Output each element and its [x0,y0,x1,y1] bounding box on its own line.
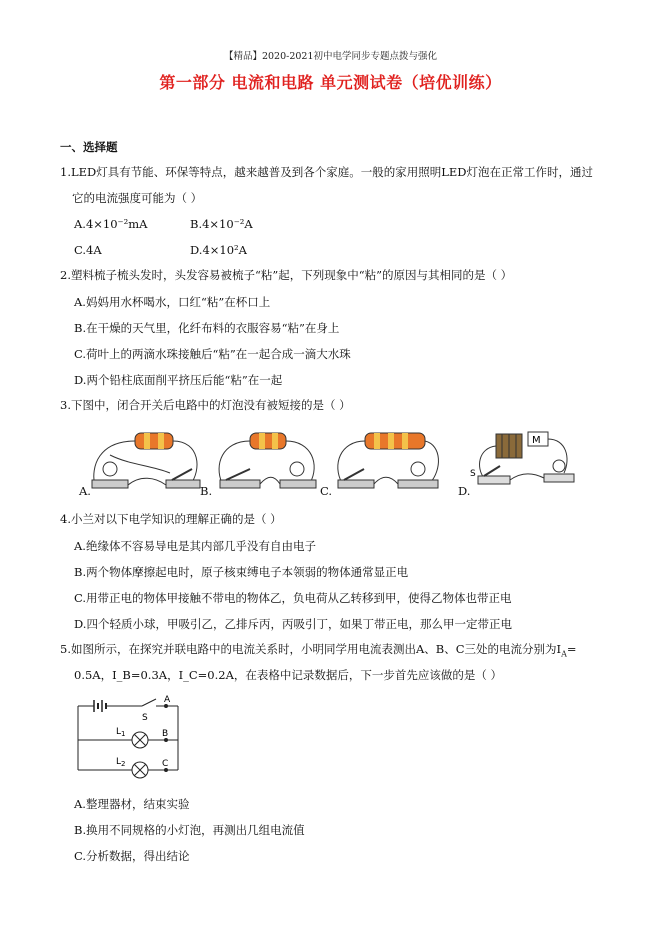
q2-option-b: B.在干燥的天气里，化纤布料的衣服容易“粘”在身上 [74,321,340,335]
q1-option-a: A.4×10⁻²mA [74,217,148,231]
l2-label: $L_2$ [116,757,126,768]
switch-icon [344,469,364,480]
section-heading: 一、选择题 [60,140,118,154]
battery-icon [250,433,286,449]
l1-label: $L_1$ [116,727,126,738]
q5-stem-line1 [60,642,577,661]
point-a-label: A [164,695,171,705]
q1-option-b: B.4×10⁻²A [190,217,253,231]
q3-option-c: C. [320,484,333,498]
q3-circuit-b [212,425,324,500]
q3-option-d: D. [458,484,471,498]
q2-option-c: C.荷叶上的两滴水珠接触后“粘”在一起合成一滴大水珠 [74,347,351,361]
bulb-icon [290,462,304,476]
page-header: 【精品】2020-2021初中电学同步专题点拨与强化 [223,51,438,62]
q1-stem-line1: 1.LED灯具有节能、环保等特点，越来越普及到各个家庭。一般的家用照明LED灯泡在正常工作时，通过 [60,165,593,179]
switch-icon [226,469,250,480]
q2-stem: 2.塑料梳子梳头发时，头发容易被梳子“粘”起，下列现象中“粘”的原因与其相同的是（ ） [60,268,513,282]
q4-stem: 4.小兰对以下电学知识的理解正确的是（ ） [60,512,282,526]
q5-stem-line1-end: = [566,642,577,656]
q4-option-c: C.用带正电的物体甲接触不带电的物体乙，负电荷从乙转移到甲，使得乙物体也带正电 [74,591,512,605]
q1-option-d: D.4×10²A [190,243,247,257]
q4-option-b: B.两个物体摩擦起电时，原子核束缚电子本领弱的物体通常显正电 [74,565,409,579]
bulb-icon [553,460,565,472]
bulb-icon [103,462,117,476]
q5-option-b: B.换用不同规格的小灯泡，再测出几组电流值 [74,823,305,837]
switch-icon [172,469,192,480]
motor-label: M [532,435,541,446]
q5-stem-line1-sub: A [561,649,567,659]
page-title: 第一部分 电流和电路 单元测试卷（培优训练） [159,73,502,92]
q3-option-a: A. [79,484,91,498]
point-b-label: B [162,729,169,739]
switch-label: S [470,469,476,479]
q2-option-a: A.妈妈用水杯喝水，口红“粘”在杯口上 [74,295,271,309]
bulb-icon [411,462,425,476]
q5-parallel-circuit [70,694,190,784]
q5-option-a: A.整理器材，结束实验 [74,797,190,811]
q3-circuit-a [80,425,205,500]
q4-option-a: A.绝缘体不容易导电是其内部几乎没有自由电子 [74,539,316,553]
switch-icon [484,466,500,476]
q5-option-c: C.分析数据，得出结论 [74,849,190,863]
q3-circuit-d [466,428,581,498]
q3-stem: 3.下图中，闭合开关后电路中的灯泡没有被短接的是（ ） [60,398,351,412]
q1-option-c: C.4A [74,243,102,257]
q5-stem-line1-text: 5.如图所示，在探究并联电路中的电流关系时，小明同学用电流表测出A、B、C三处的电流分别为I [60,642,562,656]
switch-icon [142,699,156,706]
switch-label: S [142,713,148,723]
q1-stem-line2: 它的电流强度可能为（ ） [72,191,203,205]
q4-option-d: D.四个轻质小球，甲吸引乙，乙排斥丙，丙吸引丁，如果丁带正电，那么甲一定带正电 [74,617,512,631]
q2-option-d: D.两个铅柱底面削平挤压后能“粘”在一起 [74,373,283,387]
q5-stem-line2: 0.5A，I_B=0.3A，I_C=0.2A，在表格中记录数据后，下一步首先应该做的是（ ） [74,668,503,682]
point-c-label: C [162,759,169,769]
q3-circuit-c [330,425,445,500]
battery-icon [135,433,173,449]
q3-option-b: B. [200,484,213,498]
